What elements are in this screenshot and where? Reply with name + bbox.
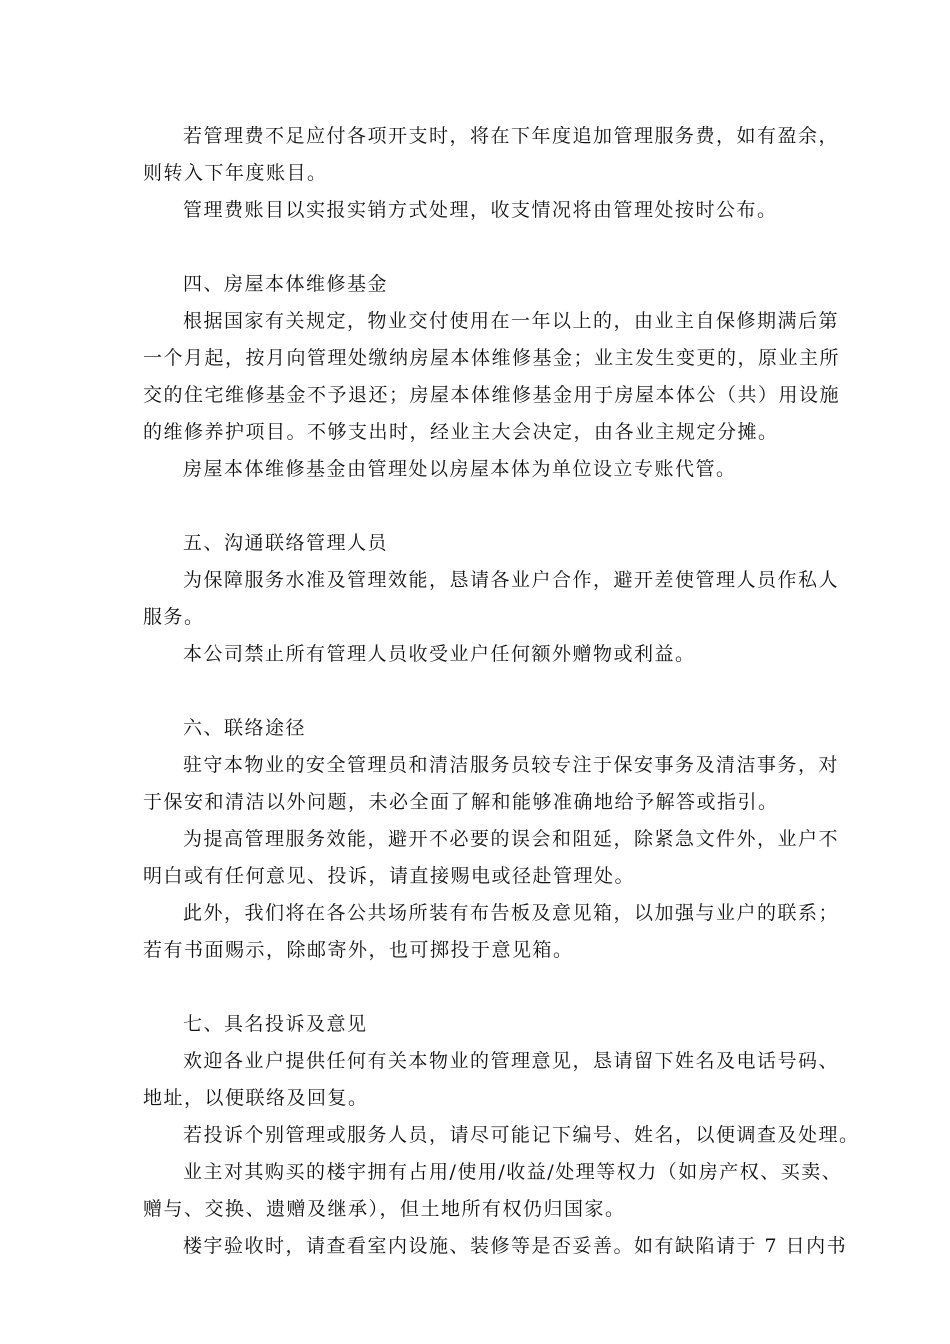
blank-line	[143, 969, 808, 1006]
section-heading: 六、联络途径	[183, 717, 307, 739]
section-heading: 五、沟通联络管理人员	[183, 532, 389, 554]
paragraph	[143, 1117, 860, 1154]
paragraph	[143, 562, 840, 636]
text-line: 若有书面赐示，除邮寄外，也可掷投于意见箱。	[143, 939, 574, 961]
paragraph	[143, 451, 808, 488]
paragraph	[143, 747, 840, 821]
blank-line	[143, 488, 808, 525]
paragraph	[143, 1154, 843, 1228]
paragraph	[143, 821, 840, 895]
text-line: 若管理费不足应付各项开支时，将在下年度追加管理服务费，如有盈余，	[183, 125, 840, 147]
text-line: 服务。	[143, 606, 205, 628]
text-line: 赠与、交换、遗赠及继承），但土地所有权仍归国家。	[143, 1198, 626, 1220]
section-heading: 四、房屋本体维修基金	[183, 273, 389, 295]
document-body	[143, 118, 860, 1265]
text-line: 此外，我们将在各公共场所装有布告板及意见箱，以加强与业户的联系；	[183, 902, 840, 924]
text-line: 业主对其购买的楼宇拥有占用/使用/收益/处理等权力（如房产权、买卖、	[183, 1161, 843, 1183]
text-line: 则转入下年度账目。	[143, 162, 328, 184]
paragraph	[143, 303, 841, 451]
paragraph	[143, 192, 808, 229]
text-line: 于保安和清洁以外问题，未必全面了解和能够准确地给予解答或指引。	[143, 791, 779, 813]
section-heading: 七、具名投诉及意见	[183, 1013, 368, 1035]
paragraph	[143, 636, 808, 673]
paragraph	[143, 118, 840, 192]
text-line: 楼宇验收时，请查看室内设施、装修等是否妥善。如有缺陷请于 7 日内书	[183, 1235, 848, 1257]
text-line: 为提高管理服务效能，避开不必要的误会和阻延，除紧急文件外，业户不	[183, 828, 840, 850]
text-line: 欢迎各业户提供任何有关本物业的管理意见，恳请留下姓名及电话号码、	[183, 1050, 840, 1072]
text-line: 若投诉个别管理或服务人员，请尽可能记下编号、姓名，以便调查及处理。	[183, 1124, 860, 1146]
text-line: 本公司禁止所有管理人员收受业户任何额外赠物或利益。	[183, 643, 696, 665]
paragraph	[143, 895, 840, 969]
text-line: 的维修养护项目。不够支出时，经业主大会决定，由各业主规定分摊。	[143, 421, 779, 443]
text-line: 驻守本物业的安全管理员和清洁服务员较专注于保安事务及清洁事务，对	[183, 754, 840, 776]
text-line: 一个月起，按月向管理处缴纳房屋本体维修基金；业主发生变更的，原业主所	[143, 347, 841, 369]
text-line: 根据国家有关规定，物业交付使用在一年以上的，由业主自保修期满后第	[183, 310, 840, 332]
blank-line	[143, 229, 808, 266]
paragraph	[143, 1228, 848, 1265]
text-line: 房屋本体维修基金由管理处以房屋本体为单位设立专账代管。	[183, 458, 737, 480]
text-line: 交的住宅维修基金不予退还；房屋本体维修基金用于房屋本体公（共）用设施	[143, 384, 841, 406]
text-line: 地址，以便联络及回复。	[143, 1087, 369, 1109]
text-line: 明白或有任何意见、投诉，请直接赐电或径赴管理处。	[143, 865, 636, 887]
text-line: 管理费账目以实报实销方式处理，收支情况将由管理处按时公布。	[183, 199, 778, 221]
paragraph	[143, 1043, 840, 1117]
text-line: 为保障服务水准及管理效能，恳请各业户合作，避开差使管理人员作私人	[183, 569, 840, 591]
blank-line	[143, 673, 808, 710]
